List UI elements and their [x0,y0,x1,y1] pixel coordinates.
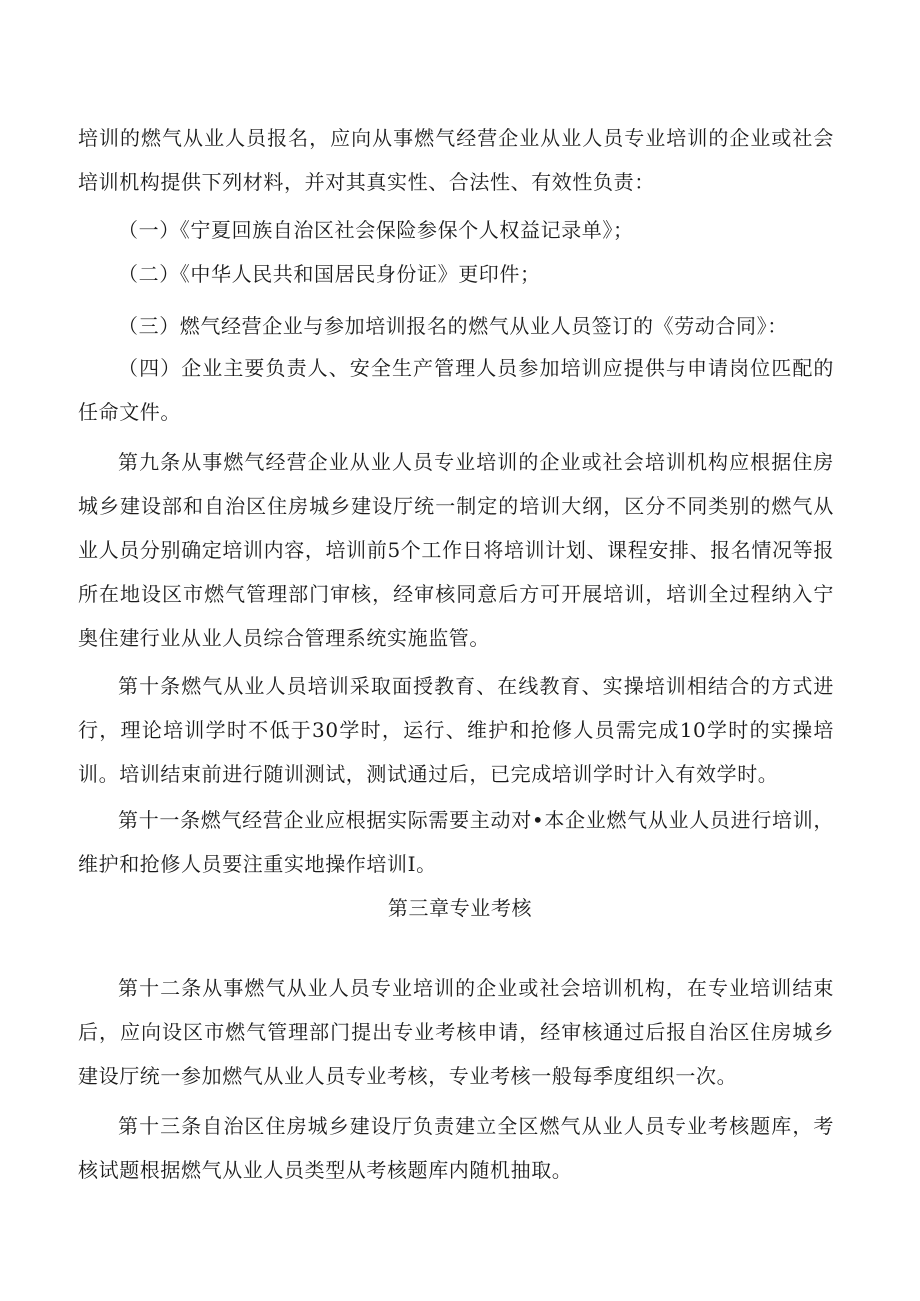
list-item-social-insurance-record: （一）《宁夏回族自治区社会保险参保个人权益记录单》； [118,218,634,242]
article-10-paragraph: 第十条燃气从业人员培训采取面授教育、在线教育、实操培训相结合的方式进行，理论培训学时不低于30学时，运行、维护和抢修人员需完成10学时的实操培训。培训结束前进行随训测试，测试通过后，已完成培训学时计入有效学时。 [78,674,834,786]
list-item-id-card-copy: （二）《中华人民共和国居民身份证》更印件； [118,262,541,286]
article-12-paragraph: 第十二条从事燃气从业人员专业培训的企业或社会培训机构，在专业培训结束后，应向设区市燃气管理部门提出专业考核申请，经审核通过后报自治区住房城乡建设厅统一参加燃气从业人员专业考核，专业考核一般每季度组织一次。 [78,976,834,1088]
list-item-appointment-document: （四）企业主要负责人、安全生产管理人员参加培训应提供与申请岗位匹配的任命文件。 [78,356,834,424]
article-11-paragraph: 第十一条燃气经营企业应根据实际需要主动对•本企业燃气从业人员进行培训，维护和抢修人员要注重实地操作培训I。 [78,808,834,876]
article-13-paragraph: 第十三条自治区住房城乡建设厅负责建立全区燃气从业人员专业考核题库，考核试题根据燃气从业人员类型从考核题库内随机抽取。 [78,1114,834,1182]
article-9-paragraph: 第九条从事燃气经营企业从业人员专业培训的企业或社会培训机构应根据住房城乡建设部和自治区住房城乡建设厅统一制定的培训大纲，区分不同类别的燃气从业人员分别确定培训内容，培训前5个工作日将培训计划、课程安排、报名情况等报所在地设区市燃气管理部门审核，经审核同意后方可开展培训，培训全过程纳入宁奥住建行业从业人员综合管理系统实施监管。 [78,450,834,650]
paragraph-application-materials: 培训的燃气从业人员报名，应向从事燃气经营企业从业人员专业培训的企业或社会培训机构提供下列材料，并对其真实性、合法性、有效性负责： [78,126,834,194]
list-item-labor-contract: （三）燃气经营企业与参加培训报名的燃气从业人员签订的《劳动合同》： [118,314,788,338]
chapter-3-heading: 第三章专业考核 [387,896,533,920]
